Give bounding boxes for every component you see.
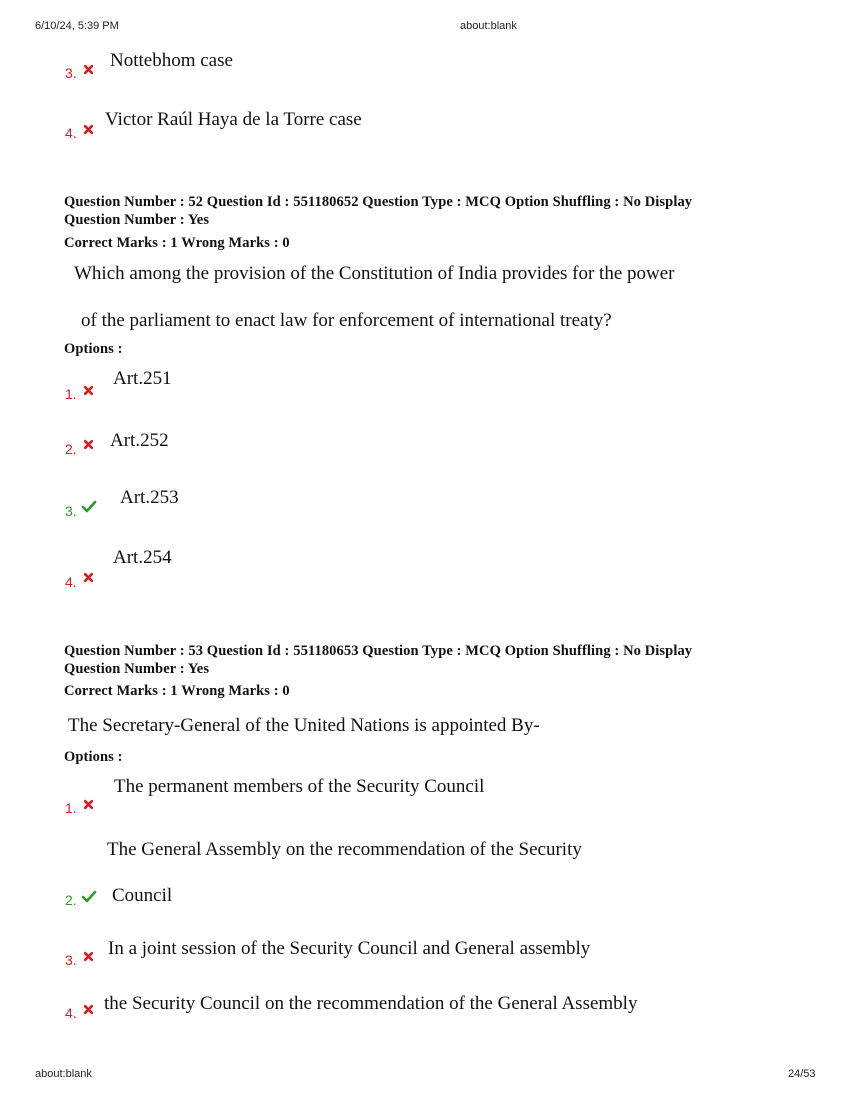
option-number: 4. [65,1005,77,1021]
option-text-cont: Council [112,885,173,906]
cross-mark-icon [83,1004,94,1015]
option-text: The permanent members of the Security Council [114,776,485,797]
question-meta: Question Number : 52 Question Id : 551180652 Question Type : MCQ Option Shuffling : No Display [64,194,693,210]
cross-mark-icon [83,951,94,962]
option-text: Art.252 [110,430,169,451]
question-marks: Correct Marks : 1 Wrong Marks : 0 [64,683,290,699]
question-marks: Correct Marks : 1 Wrong Marks : 0 [64,235,290,251]
question-meta: Question Number : 53 Question Id : 551180653 Question Type : MCQ Option Shuffling : No Display [64,643,693,659]
option-text: Art.253 [120,487,179,508]
options-label: Options : [64,749,123,765]
cross-mark-icon [83,385,94,396]
option-text: Victor Raúl Haya de la Torre case [105,109,362,130]
option-number: 1. [65,800,77,816]
check-mark-icon [81,500,97,513]
question-text: Which among the provision of the Constitution of India provides for the power [74,263,675,284]
options-label: Options : [64,341,123,357]
option-number: 2. [65,892,77,908]
option-text: the Security Council on the recommendation of the General Assembly [104,993,638,1014]
option-number: 4. [65,125,77,141]
cross-mark-icon [83,439,94,450]
cross-mark-icon [83,64,94,75]
option-number: 4. [65,574,77,590]
cross-mark-icon [83,572,94,583]
option-number: 1. [65,386,77,402]
option-number: 3. [65,952,77,968]
question-text-cont: of the parliament to enact law for enforcement of international treaty? [81,310,612,331]
cross-mark-icon [83,124,94,135]
print-footer-url: about:blank [35,1068,92,1080]
question-meta-cont: Question Number : Yes [64,212,210,228]
option-text: Art.254 [113,547,172,568]
option-number: 3. [65,65,77,81]
option-text: In a joint session of the Security Council and General assembly [108,938,591,959]
option-text: Nottebhom case [110,50,233,71]
question-meta-cont: Question Number : Yes [64,661,210,677]
option-number: 3. [65,503,77,519]
option-text: Art.251 [113,368,172,389]
question-text: The Secretary-General of the United Nations is appointed By- [68,715,540,736]
cross-mark-icon [83,799,94,810]
check-mark-icon [81,890,97,903]
option-text: The General Assembly on the recommendation of the Security [107,839,582,860]
print-datetime: 6/10/24, 5:39 PM [35,20,119,32]
print-page-indicator: 24/53 [788,1068,816,1080]
print-page-title: about:blank [460,20,517,32]
option-number: 2. [65,441,77,457]
